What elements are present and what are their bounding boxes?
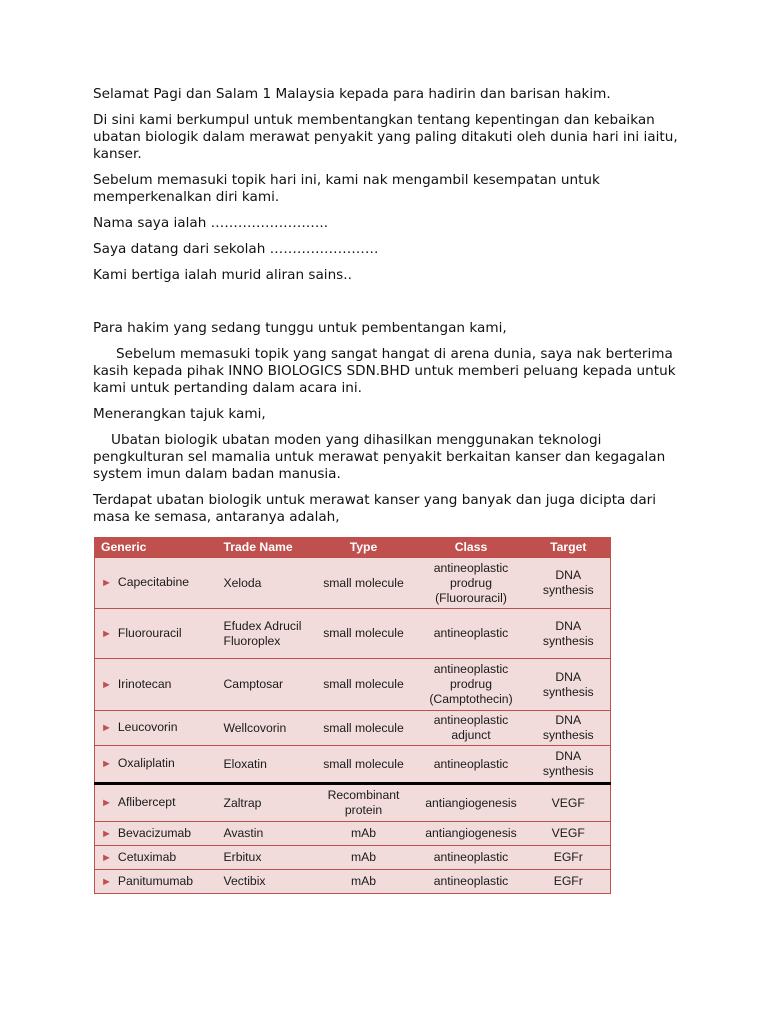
generic-name: Aflibercept xyxy=(117,795,176,809)
bullet-arrow-icon: ► xyxy=(101,875,112,888)
cell-class: antiangiogenesis xyxy=(416,784,527,822)
bullet-arrow-icon: ► xyxy=(101,577,112,589)
table-row xyxy=(95,822,611,846)
bullet-arrow-icon: ► xyxy=(101,722,112,734)
cell-trade-name: Efudex Adrucil Fluoroplex xyxy=(218,609,312,659)
table-header-row xyxy=(95,537,611,558)
header-class: Class xyxy=(416,537,527,558)
cell-trade-name: Zaltrap xyxy=(218,784,312,822)
table-row xyxy=(95,558,611,609)
generic-name: Capecitabine xyxy=(117,575,190,589)
paragraph-judges: Para hakim yang sedang tunggu untuk pembentangan kami, xyxy=(93,320,507,336)
paragraph-title-intro: Menerangkan tajuk kami, xyxy=(93,406,266,422)
cell-class: antineoplastic xyxy=(416,746,527,784)
header-type: Type xyxy=(312,537,416,558)
generic-name: Irinotecan xyxy=(117,676,172,691)
cell-generic xyxy=(95,659,218,711)
cell-type: mAb xyxy=(312,822,416,846)
cell-target: EGFr xyxy=(527,870,611,894)
cell-type: small molecule xyxy=(312,609,416,659)
bullet-arrow-icon: ► xyxy=(101,851,112,864)
cell-generic xyxy=(95,870,218,894)
paragraph-list-intro: Terdapat ubatan biologik untuk merawat kanser yang banyak dan juga dicipta dari masa ke semasa, antaranya adalah, xyxy=(93,492,657,525)
paragraph-intro: Di sini kami berkumpul untuk membentangkan tentang kepentingan dan kebaikan ubatan biologik dalam merawat penyakit yang paling ditakuti oleh dunia hari ini iaitu, kanser. xyxy=(93,112,678,162)
cell-trade-name: Wellcovorin xyxy=(218,711,312,746)
cell-target: DNA synthesis xyxy=(527,558,611,609)
cell-generic xyxy=(95,846,218,870)
paragraph-name: Nama saya ialah …………………….. xyxy=(93,215,329,231)
bullet-arrow-icon: ► xyxy=(101,797,112,809)
cell-trade-name: Avastin xyxy=(218,822,312,846)
paragraph-students: Kami bertiga ialah murid aliran sains.. xyxy=(93,267,352,283)
table-row xyxy=(95,846,611,870)
cell-class: antineoplastic prodrug (Fluorouracil) xyxy=(416,558,527,609)
table-row xyxy=(95,711,611,746)
document-body xyxy=(93,86,683,526)
cell-target: DNA synthesis xyxy=(527,659,611,711)
paragraph-definition: Ubatan biologik ubatan moden yang dihasilkan menggunakan teknologi pengkulturan sel mamalia untuk merawat penyakit berkaitan kanser dan kegagalan system imun dalam badan manusia. xyxy=(93,432,666,482)
generic-name: Panitumumab xyxy=(117,873,194,888)
cell-target: DNA synthesis xyxy=(527,711,611,746)
table-row xyxy=(95,659,611,711)
cell-class: antiangiogenesis xyxy=(416,822,527,846)
table-row xyxy=(95,870,611,894)
cell-trade-name: Erbitux xyxy=(218,846,312,870)
cell-trade-name: Eloxatin xyxy=(218,746,312,784)
generic-name: Fluorouracil xyxy=(117,625,182,640)
header-generic: Generic xyxy=(95,537,218,558)
paragraph-school: Saya datang dari sekolah …………………… xyxy=(93,241,379,257)
table-row xyxy=(95,609,611,659)
cell-generic xyxy=(95,784,218,822)
cell-target: DNA synthesis xyxy=(527,746,611,784)
cell-generic xyxy=(95,558,218,609)
cell-class: antineoplastic xyxy=(416,846,527,870)
cell-generic xyxy=(95,746,218,784)
header-trade-name: Trade Name xyxy=(218,537,312,558)
bullet-arrow-icon: ► xyxy=(101,627,112,640)
cell-target: VEGF xyxy=(527,784,611,822)
cell-target: DNA synthesis xyxy=(527,609,611,659)
header-target: Target xyxy=(527,537,611,558)
table-row xyxy=(95,784,611,822)
paragraph-before-topic: Sebelum memasuki topik hari ini, kami nak mengambil kesempatan untuk memperkenalkan diri kami. xyxy=(93,172,600,205)
cell-type: small molecule xyxy=(312,746,416,784)
bullet-arrow-icon: ► xyxy=(101,827,112,840)
generic-name: Cetuximab xyxy=(117,849,177,864)
cell-type: small molecule xyxy=(312,659,416,711)
cell-target: VEGF xyxy=(527,822,611,846)
cell-trade-name: Xeloda xyxy=(218,558,312,609)
cell-class: antineoplastic prodrug (Camptothecin) xyxy=(416,659,527,711)
generic-name: Bevacizumab xyxy=(117,825,192,840)
generic-name: Oxaliplatin xyxy=(117,756,175,770)
cell-class: antineoplastic xyxy=(416,609,527,659)
cell-trade-name: Vectibix xyxy=(218,870,312,894)
cell-trade-name: Camptosar xyxy=(218,659,312,711)
cell-type: small molecule xyxy=(312,711,416,746)
paragraph-thanks: Sebelum memasuki topik yang sangat hangat di arena dunia, saya nak berterima kasih kepada pihak INNO BIOLOGICS SDN.BHD untuk memberi peluang kepada untuk kami untuk pertanding dalam acara ini. xyxy=(93,346,676,396)
cell-target: EGFr xyxy=(527,846,611,870)
cell-type: Recombinant protein xyxy=(312,784,416,822)
cell-type: mAb xyxy=(312,870,416,894)
generic-name: Leucovorin xyxy=(117,720,178,734)
bullet-arrow-icon: ► xyxy=(101,678,112,691)
cell-class: antineoplastic xyxy=(416,870,527,894)
drug-table xyxy=(94,537,611,894)
paragraph-greeting: Selamat Pagi dan Salam 1 Malaysia kepada para hadirin dan barisan hakim. xyxy=(93,86,611,102)
cell-generic xyxy=(95,822,218,846)
cell-generic xyxy=(95,609,218,659)
cell-type: small molecule xyxy=(312,558,416,609)
table-row xyxy=(95,746,611,784)
cell-generic xyxy=(95,711,218,746)
cell-class: antineoplastic adjunct xyxy=(416,711,527,746)
bullet-arrow-icon: ► xyxy=(101,758,112,770)
cell-type: mAb xyxy=(312,846,416,870)
